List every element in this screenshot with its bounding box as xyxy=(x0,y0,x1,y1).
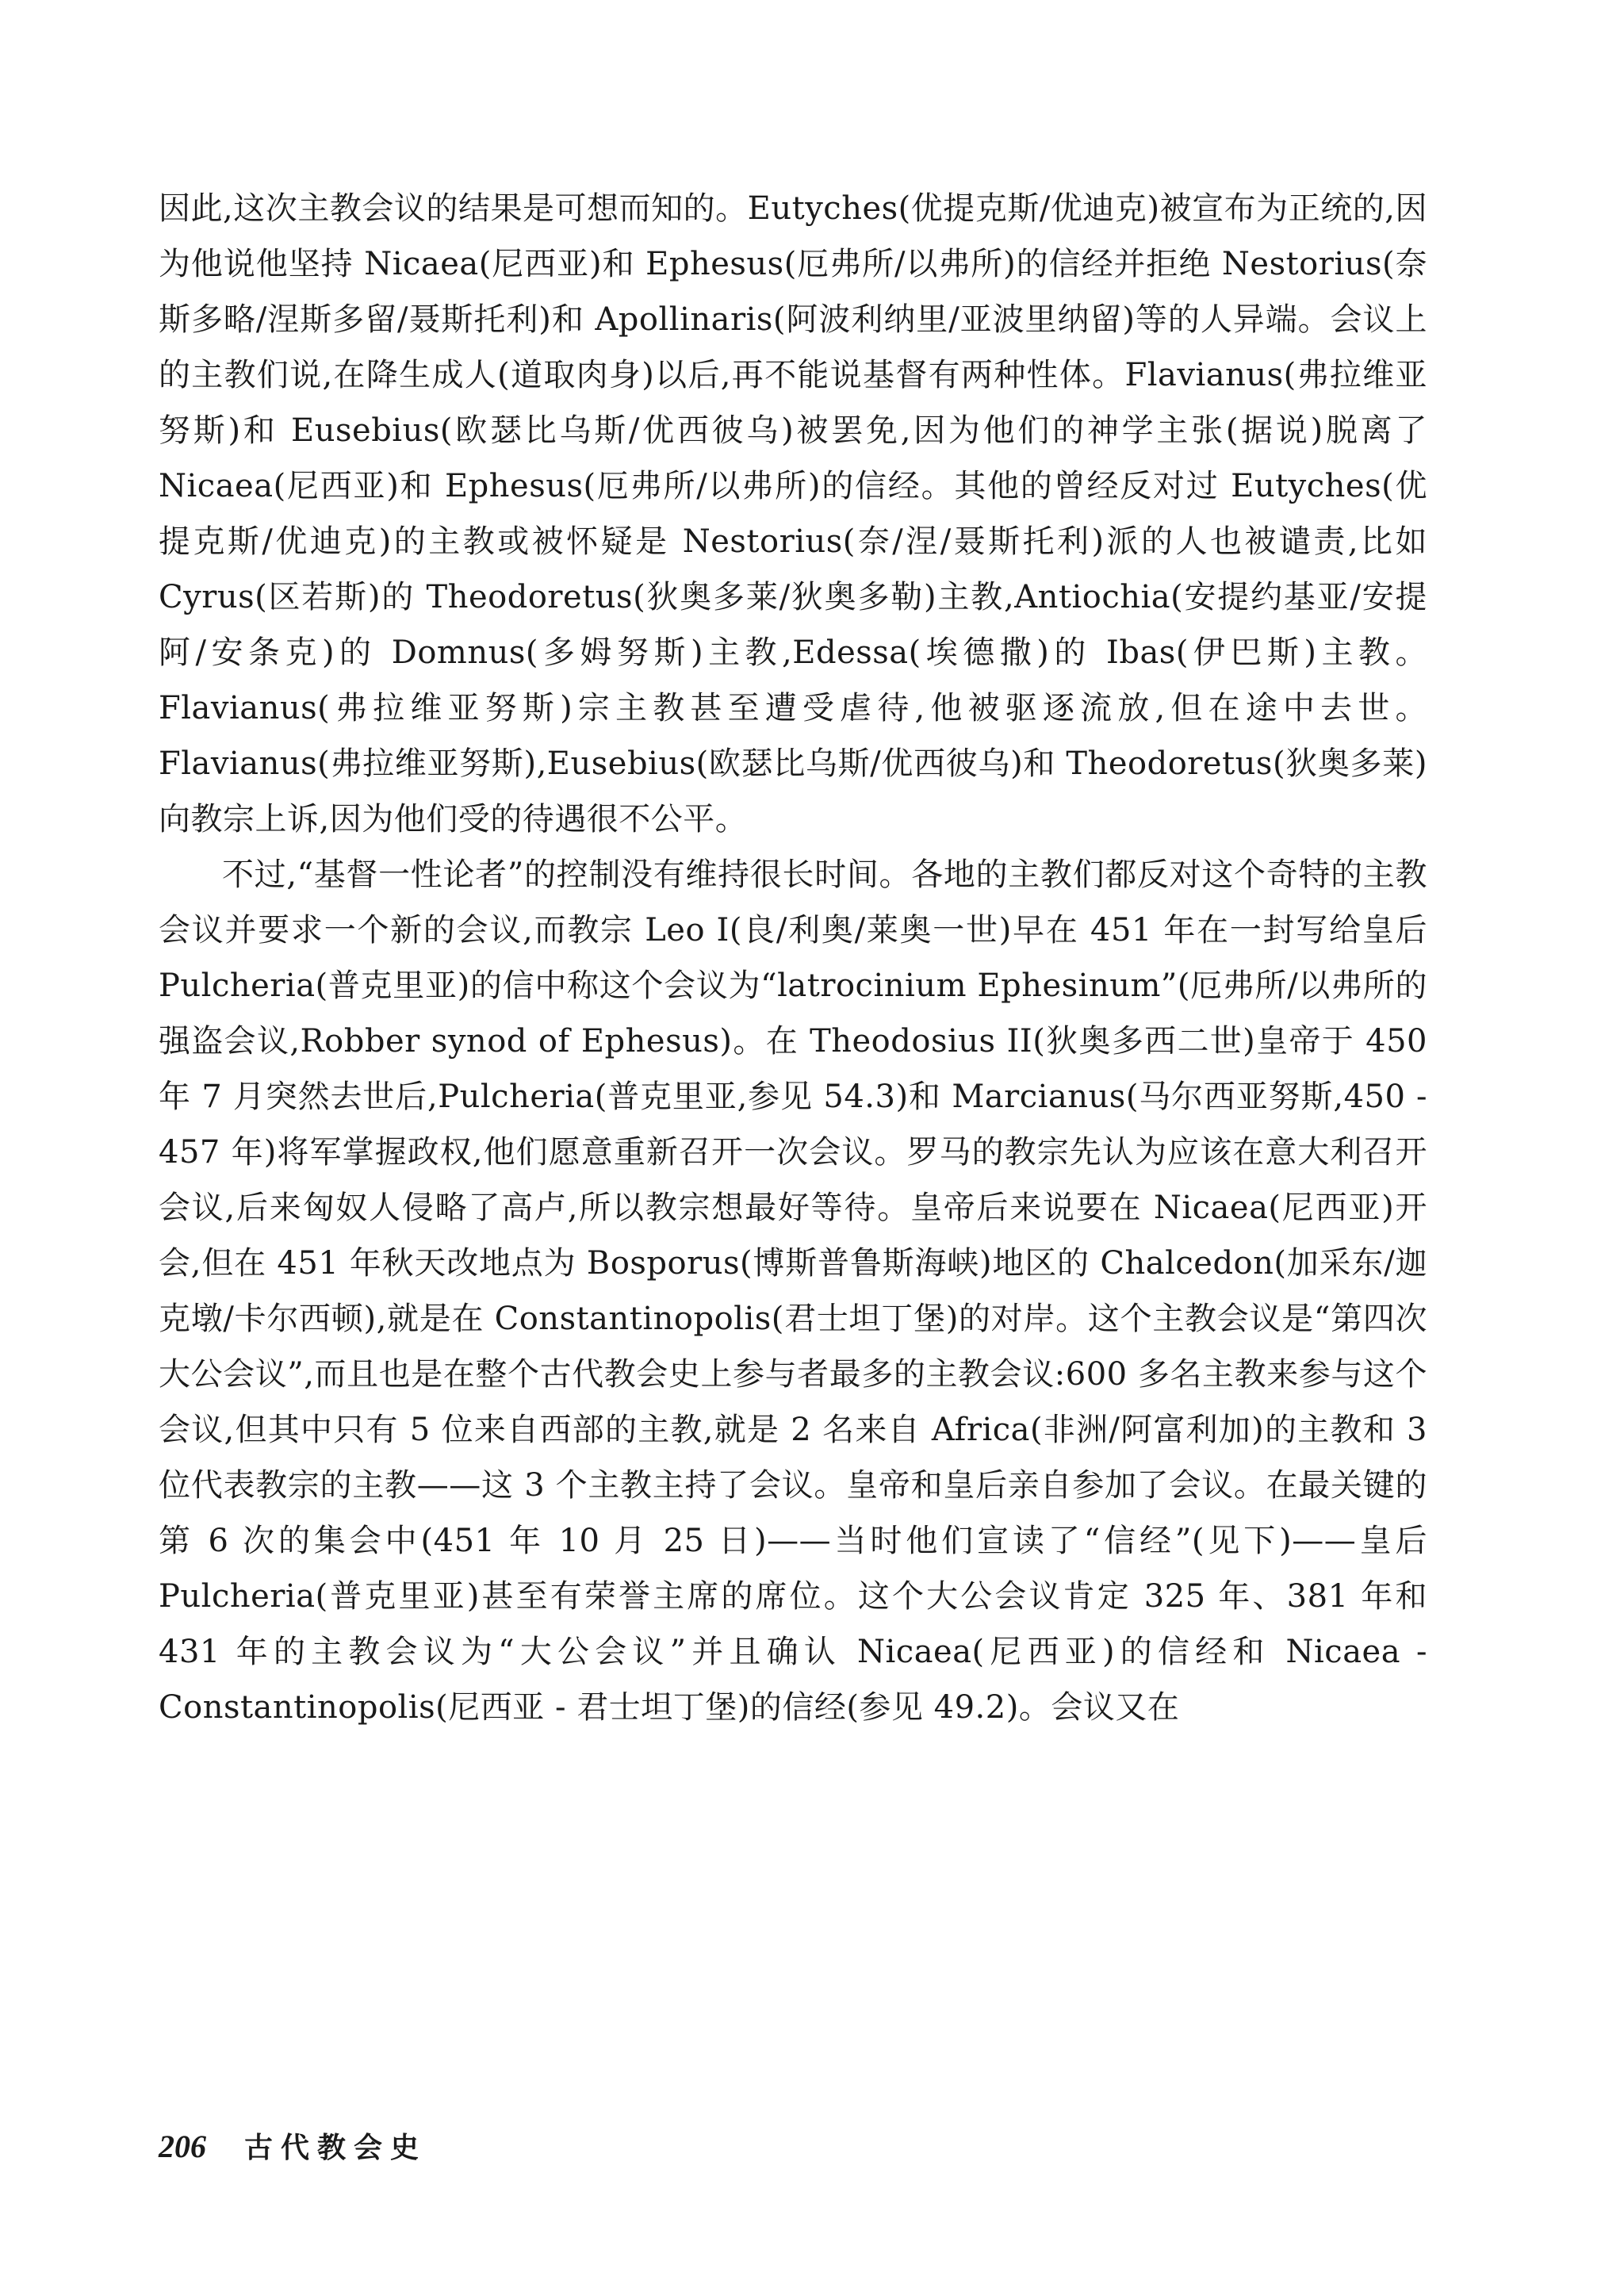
page-footer xyxy=(159,2125,427,2166)
page-number: 206 xyxy=(159,2129,206,2164)
body-paragraph-1: 因此,这次主教会议的结果是可想而知的。Eutyches(优提克斯/优迪克)被宣布为正统的,因为他说他坚持 Nicaea(尼西亚)和 Ephesus(厄弗所/以弗所)的信经并拒绝 Nestorius(奈斯多略/涅斯多留/聂斯托利)和 Apollinaris(阿波利纳里/亚波里纳留)等的人异端。会议上的主教们说,在降生成人(道取肉身)以后,再不能说基督有两种性体。Flavianus(弗拉维亚努斯)和 Eusebius(欧瑟比乌斯/优西彼乌)被罢免,因为他们的神学主张(据说)脱离了 Nicaea(尼西亚)和 Ephesus(厄弗所/以弗所)的信经。其他的曾经反对过 Eutyches(优提克斯/优迪克)的主教或被怀疑是 Nestorius(奈/涅/聂斯托利)派的人也被谴责,比如 Cyrus(区若斯)的 Theodoretus(狄奥多莱/狄奥多勒)主教,Antiochia(安提约基亚/安提阿/安条克)的 Domnus(多姆努斯)主教,Edessa(埃德撒)的 Ibas(伊巴斯)主教。Flavianus(弗拉维亚努斯)宗主教甚至遭受虐待,他被驱逐流放,但在途中去世。Flavianus(弗拉维亚努斯),Eusebius(欧瑟比乌斯/优西彼乌)和 Theodoretus(狄奥多莱)向教宗上诉,因为他们受的待遇很不公平。 xyxy=(159,190,1427,837)
running-title: 古代教会史 xyxy=(244,2131,427,2164)
body-paragraph-2: 不过,“基督一性论者”的控制没有维持很长时间。各地的主教们都反对这个奇特的主教会议并要求一个新的会议,而教宗 Leo I(良/利奥/莱奥一世)早在 451 年在一封写给皇后 Pulcheria(普克里亚)的信中称这个会议为“latrocinium Ephesinum”(厄弗所/以弗所的强盗会议,Robber synod of Ephesus)。在 Theodosius II(狄奥多西二世)皇帝于 450 年 7 月突然去世后,Pulcheria(普克里亚,参见 54.3)和 Marcianus(马尔西亚努斯,450 - 457 年)将军掌握政权,他们愿意重新召开一次会议。罗马的教宗先认为应该在意大利召开会议,后来匈奴人侵略了高卢,所以教宗想最好等待。皇帝后来说要在 Nicaea(尼西亚)开会,但在 451 年秋天改地点为 Bosporus(博斯普鲁斯海峡)地区的 Chalcedon(加采东/迦克墩/卡尔西顿),就是在 Constantinopolis(君士坦丁堡)的对岸。这个主教会议是“第四次大公会议”,而且也是在整个古代教会史上参与者最多的主教会议:600 多名主教来参与这个会议,但其中只有 5 位来自西部的主教,就是 2 名来自 Africa(非洲/阿富利加)的主教和 3 位代表教宗的主教——这 3 个主教主持了会议。皇帝和皇后亲自参加了会议。在最关键的第 6 次的集会中(451 年 10 月 25 日)——当时他们宣读了“信经”(见下)——皇后 Pulcheria(普克里亚)甚至有荣誉主席的席位。这个大公会议肯定 325 年、381 年和 431 年的主教会议为“大公会议”并且确认 Nicaea(尼西亚)的信经和 Nicaea - Constantinopolis(尼西亚 - 君士坦丁堡)的信经(参见 49.2)。会议又在 xyxy=(159,856,1427,1726)
page-body xyxy=(159,181,1427,1735)
